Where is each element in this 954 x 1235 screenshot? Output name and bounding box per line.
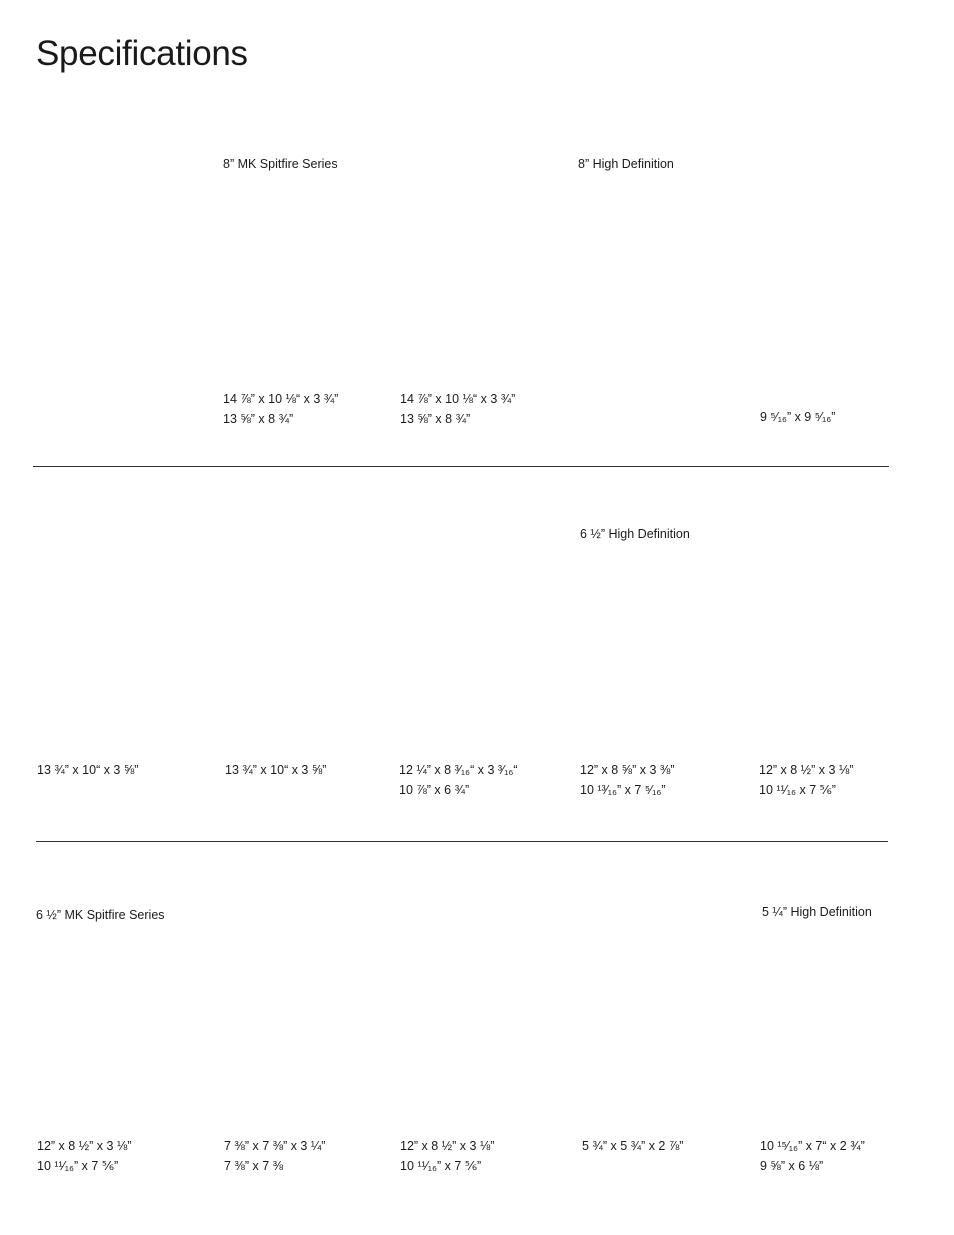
section-3-dimensions-col5 xyxy=(760,1137,865,1176)
section-3-dimensions-col4 xyxy=(582,1137,683,1157)
dimension-line: 12” x 8 ½” x 3 ⅛” xyxy=(759,763,854,777)
dimension-line: 7 ⅜” x 7 ⅜” x 3 ¼” xyxy=(224,1139,326,1153)
section-1-label-8in-mk-spitfire: 8” MK Spitfire Series xyxy=(223,157,338,171)
dimension-line: 13 ¾” x 10“ x 3 ⅝” xyxy=(225,763,327,777)
dimension-line: 14 ⅞” x 10 ⅛“ x 3 ¾” xyxy=(400,392,516,406)
section-2-dimensions-col1 xyxy=(37,761,138,781)
dimension-line: 13 ⅝” x 8 ¾” xyxy=(400,411,471,426)
section-3-label-6-5in-mk-spitfire: 6 ½” MK Spitfire Series xyxy=(36,908,165,922)
section-2-label-6-5in-high-definition: 6 ½” High Definition xyxy=(580,527,690,541)
section-1-dimensions-col2 xyxy=(223,390,338,429)
section-2-dimensions-col5 xyxy=(759,761,853,800)
dimension-line: 10 ¹⁵⁄₁₆” x 7“ x 2 ¾” xyxy=(760,1139,865,1153)
dimension-line: 10 ¹¹⁄₁₆ x 7 ⅚” xyxy=(759,782,836,797)
section-2-dimensions-col2 xyxy=(225,761,326,781)
dimension-line: 5 ¾” x 5 ¾” x 2 ⅞” xyxy=(582,1139,684,1153)
section-3-label-5-25in-high-definition: 5 ¼” High Definition xyxy=(762,905,872,919)
section-1-dimensions-col5 xyxy=(760,408,835,428)
dimension-line: 10 ¹¹⁄₁₆” x 7 ⅚” xyxy=(37,1158,119,1173)
dimension-line: 9 ⁵⁄₁₆” x 9 ⁵⁄₁₆” xyxy=(760,410,836,424)
dimension-line: 10 ¹³⁄₁₆” x 7 ⁵⁄₁₆” xyxy=(580,782,666,797)
dimension-line: 9 ⅝” x 6 ⅛” xyxy=(760,1158,824,1173)
dimension-line: 12” x 8 ½” x 3 ⅛” xyxy=(37,1139,132,1153)
dimension-line: 12 ¼” x 8 ³⁄₁₆“ x 3 ³⁄₁₆“ xyxy=(399,763,518,777)
dimension-line: 12” x 8 ⅝” x 3 ⅜” xyxy=(580,763,675,777)
section-3-dimensions-col1 xyxy=(37,1137,131,1176)
dimension-line: 14 ⅞” x 10 ⅛“ x 3 ¾” xyxy=(223,392,339,406)
section-divider xyxy=(36,841,888,842)
dimension-line: 13 ¾” x 10“ x 3 ⅝” xyxy=(37,763,139,777)
section-3-dimensions-col3 xyxy=(400,1137,494,1176)
dimension-line: 13 ⅝” x 8 ¾” xyxy=(223,411,294,426)
section-1-label-8in-high-definition: 8” High Definition xyxy=(578,157,674,171)
section-3-dimensions-col2 xyxy=(224,1137,325,1176)
section-2-dimensions-col3 xyxy=(399,761,518,800)
dimension-line: 10 ¹¹⁄₁₆” x 7 ⅚” xyxy=(400,1158,482,1173)
dimension-line: 12” x 8 ½” x 3 ⅛” xyxy=(400,1139,495,1153)
section-1-dimensions-col3 xyxy=(400,390,515,429)
dimension-line: 7 ⅜” x 7 ⅜ xyxy=(224,1158,284,1173)
section-2-dimensions-col4 xyxy=(580,761,674,800)
page-title: Specifications xyxy=(36,34,248,73)
section-divider xyxy=(33,466,889,467)
dimension-line: 10 ⅞” x 6 ¾” xyxy=(399,782,470,797)
